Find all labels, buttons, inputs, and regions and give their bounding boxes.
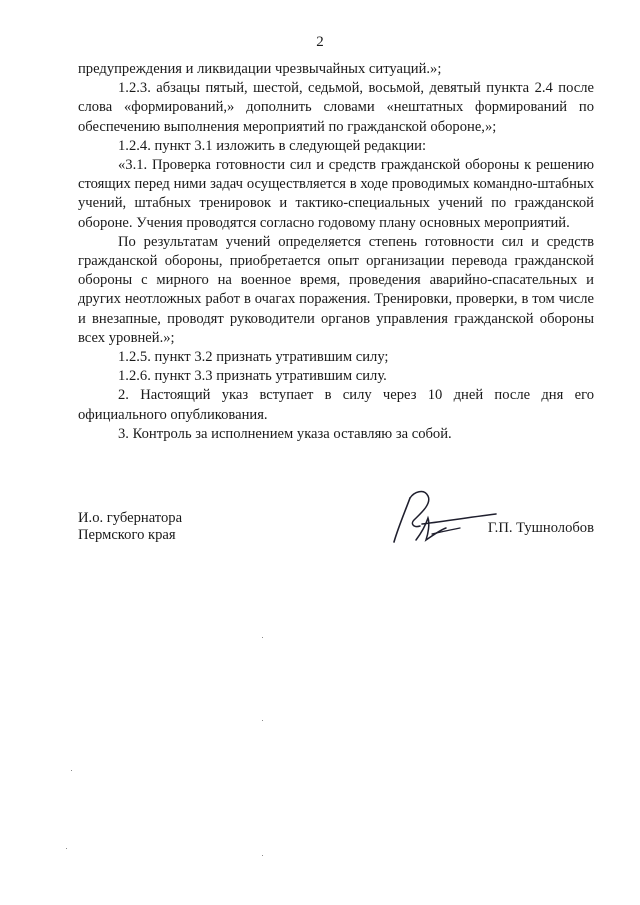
paragraph-1-2-6: 1.2.6. пункт 3.3 признать утратившим силу. xyxy=(118,368,387,385)
signature-block xyxy=(78,506,594,576)
paragraph-1-2-5: 1.2.5. пункт 3.2 признать утратившим силу; xyxy=(118,349,389,366)
paragraph-3: 3. Контроль за исполнением указа оставляю за собой. xyxy=(118,425,452,442)
signer-title-line1: И.о. губернатора xyxy=(78,510,183,526)
signer-title-line2: Пермского края xyxy=(78,527,176,543)
page-number: 2 xyxy=(316,34,324,50)
scan-speck xyxy=(262,637,263,638)
scan-speck xyxy=(262,720,263,721)
paragraph-1-2-4: 1.2.4. пункт 3.1 изложить в следующей редакции: xyxy=(118,137,427,154)
document-body xyxy=(78,60,594,444)
signer-name: Г.П. Тушнолобов xyxy=(487,520,594,536)
paragraph-continuation: предупреждения и ликвидации чрезвычайных ситуаций.»; xyxy=(78,61,442,77)
handwritten-signature xyxy=(380,484,500,558)
paragraph-2: 2. Настоящий указ вступает в силу через 10 дней после дня его официального опубликования. xyxy=(78,387,594,423)
paragraph-1-2-3: 1.2.3. абзацы пятый, шестой, седьмой, восьмой, девятый пункта 2.4 после слова «формирований,» дополнить словами «нештатных формирований по обеспечению выполнения мероприятий по гражданской обороне,»; xyxy=(78,80,594,135)
scan-speck xyxy=(66,848,67,849)
signer-title xyxy=(78,510,182,544)
scan-speck xyxy=(71,770,72,771)
scan-speck xyxy=(262,855,263,856)
paragraph-quoted-3-1: «3.1. Проверка готовности сил и средств гражданской обороны к решению стоящих перед ними задач осуществляется в ходе проводимых командно-штабных учений, штабных тренировок и тактико-специальных учений по гражданской обороне. Учения проводятся согласно годовому плану основных мероприятий. xyxy=(78,157,594,231)
paragraph-results: По результатам учений определяется степень готовности сил и средств гражданской обороны, приобретается опыт организации перевода гражданской обороны с мирного на военное время, проведения аварийно-спасательных и других неотложных работ в очагах поражения. Тренировки, проверки, в том числе и внезапные, проводят руководители органов управления гражданской обороны всех уровней.»; xyxy=(78,233,594,346)
